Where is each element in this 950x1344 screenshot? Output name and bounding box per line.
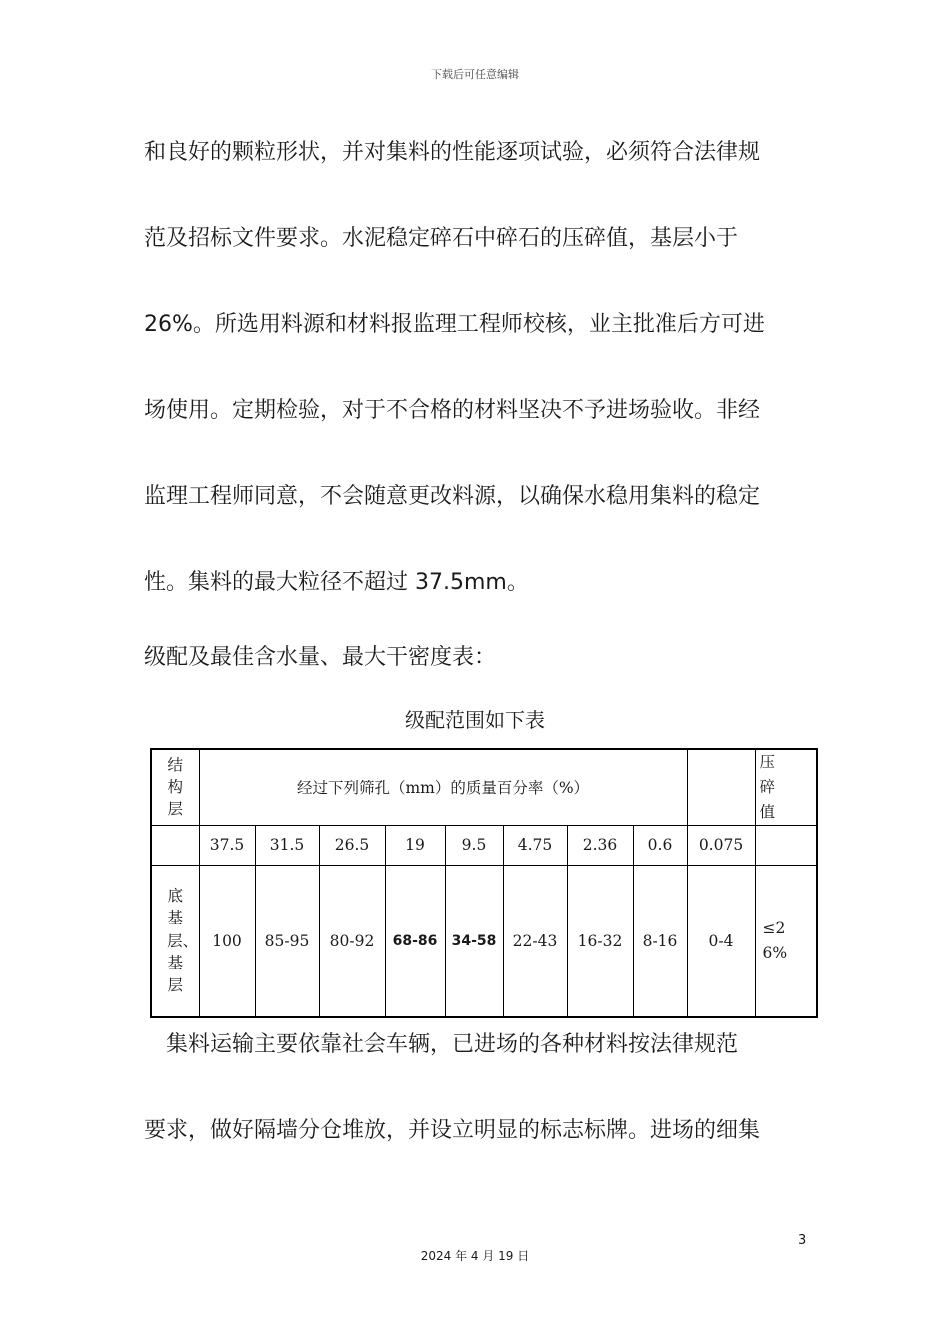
sieve-size-cell: 4.75: [503, 825, 567, 865]
value-cell: 85-95: [255, 865, 319, 1017]
paragraph-line: 要求，做好隔墙分仓堆放，并设立明显的标志标牌。进场的细集: [144, 1118, 761, 1143]
sieve-size-cell: 19: [385, 825, 445, 865]
crush-header: 压 碎值: [759, 753, 789, 821]
structure-header: 结构层: [167, 755, 183, 819]
sieve-size-cell: 31.5: [255, 825, 319, 865]
passing-header-cell: 经过下列筛孔（mm）的质量百分率（%）: [199, 749, 687, 825]
value-cell: 68-86: [385, 865, 445, 1017]
paragraph-line: 和良好的颗粒形状，并对集料的性能逐项试验，必须符合法律规: [144, 140, 761, 165]
table-intro: 级配及最佳含水量、最大干密度表：: [144, 645, 497, 670]
value-cell: 100: [199, 865, 255, 1017]
sieve-size-cell: 0.075: [687, 825, 755, 865]
table-cell-empty: [151, 825, 199, 865]
table-header-row: [151, 749, 817, 825]
table-data-row: [151, 865, 817, 1017]
sieve-size-cell: 0.6: [633, 825, 687, 865]
paragraph-line: 26%。所选用料源和材料报监理工程师校核，业主批准后方可进: [144, 312, 765, 337]
table-cell-empty: [755, 825, 817, 865]
structure-header-cell: [151, 749, 199, 825]
sieve-size-cell: 9.5: [445, 825, 503, 865]
paragraph-line: 监理工程师同意，不会随意更改料源，以确保水稳用集料的稳定: [144, 484, 761, 509]
value-cell: 34-58: [445, 865, 503, 1017]
page-header: 下载后可任意编辑: [431, 68, 519, 81]
row-label-cell: [151, 865, 199, 1017]
value-cell: 80-92: [319, 865, 385, 1017]
crush-value-cell: [755, 865, 817, 1017]
paragraph-line: 性。集料的最大粒径不超过 37.5mm。: [144, 570, 529, 595]
table-caption: 级配范围如下表: [405, 708, 545, 732]
crush-value: ≤26%: [762, 918, 788, 962]
sieve-size-cell: 37.5: [199, 825, 255, 865]
value-cell: 0-4: [687, 865, 755, 1017]
paragraph-line: 集料运输主要依靠社会车辆，已进场的各种材料按法律规范: [144, 1032, 739, 1057]
value-cell: 8-16: [633, 865, 687, 1017]
paragraph-line: 场使用。定期检验，对于不合格的材料坚决不予进场验收。非经: [144, 398, 761, 423]
sieve-size-row: [151, 825, 817, 865]
value-cell: 16-32: [567, 865, 633, 1017]
empty-header-cell: [687, 749, 755, 825]
sieve-size-cell: 2.36: [567, 825, 633, 865]
footer-date: 2024 年 4 月 19 日: [420, 1249, 530, 1263]
row-label: 底基层、基层: [167, 886, 199, 995]
grading-table: [150, 748, 818, 1018]
crush-header-cell: [755, 749, 817, 825]
sieve-size-cell: 26.5: [319, 825, 385, 865]
paragraph-line: 范及招标文件要求。水泥稳定碎石中碎石的压碎值，基层小于: [144, 226, 739, 251]
value-cell: 22-43: [503, 865, 567, 1017]
page-number: 3: [798, 1233, 807, 1248]
